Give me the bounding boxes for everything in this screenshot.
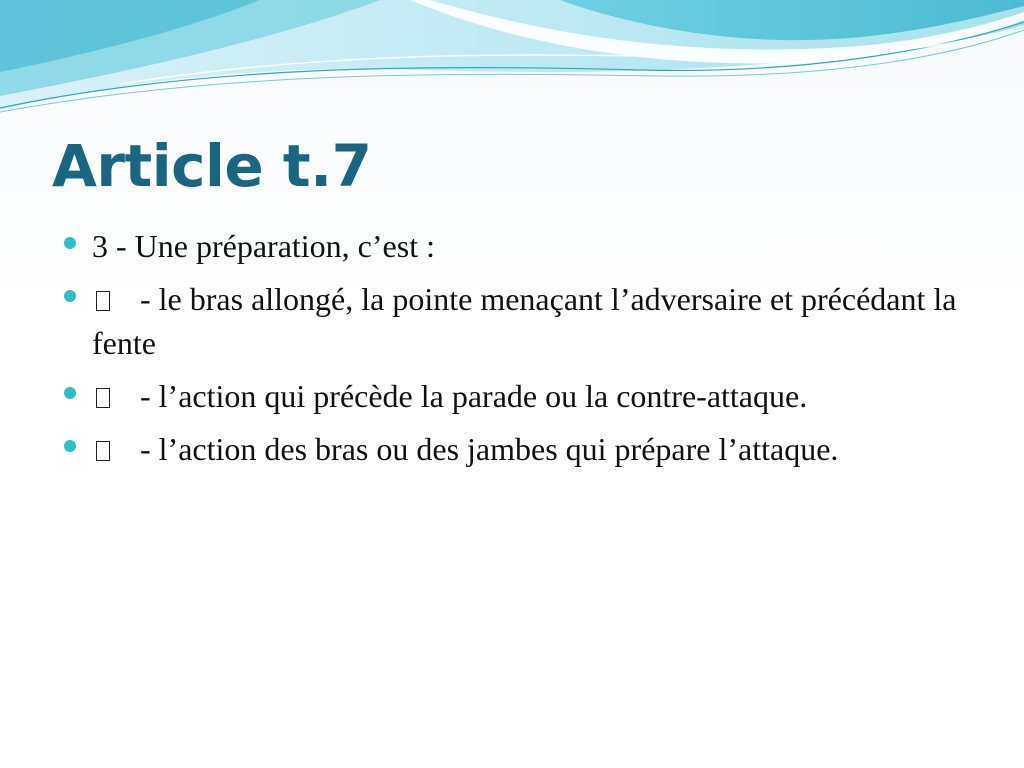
list-item xyxy=(62,427,992,471)
list-item xyxy=(62,224,992,268)
list-item xyxy=(62,277,992,365)
bullet-icon xyxy=(64,440,76,452)
list-item xyxy=(62,374,992,418)
list-item-text: - le bras allongé, la pointe menaçant l’adversaire et précédant la fente xyxy=(92,281,957,361)
checkbox-icon xyxy=(96,441,110,461)
slide-title: Article t.7 xyxy=(52,132,372,200)
checkbox-icon xyxy=(96,388,110,408)
bullet-icon xyxy=(64,237,76,249)
checkbox-icon xyxy=(96,291,110,311)
list-item-text: 3 - Une préparation, c’est : xyxy=(92,228,435,264)
list-item-text: - l’action qui précède la parade ou la contre-attaque. xyxy=(140,378,808,414)
bullet-icon xyxy=(64,387,76,399)
wave-decoration xyxy=(0,0,1024,120)
list-item-text: - l’action des bras ou des jambes qui prépare l’attaque. xyxy=(140,431,839,467)
bullet-list xyxy=(62,224,992,480)
bullet-icon xyxy=(64,290,76,302)
